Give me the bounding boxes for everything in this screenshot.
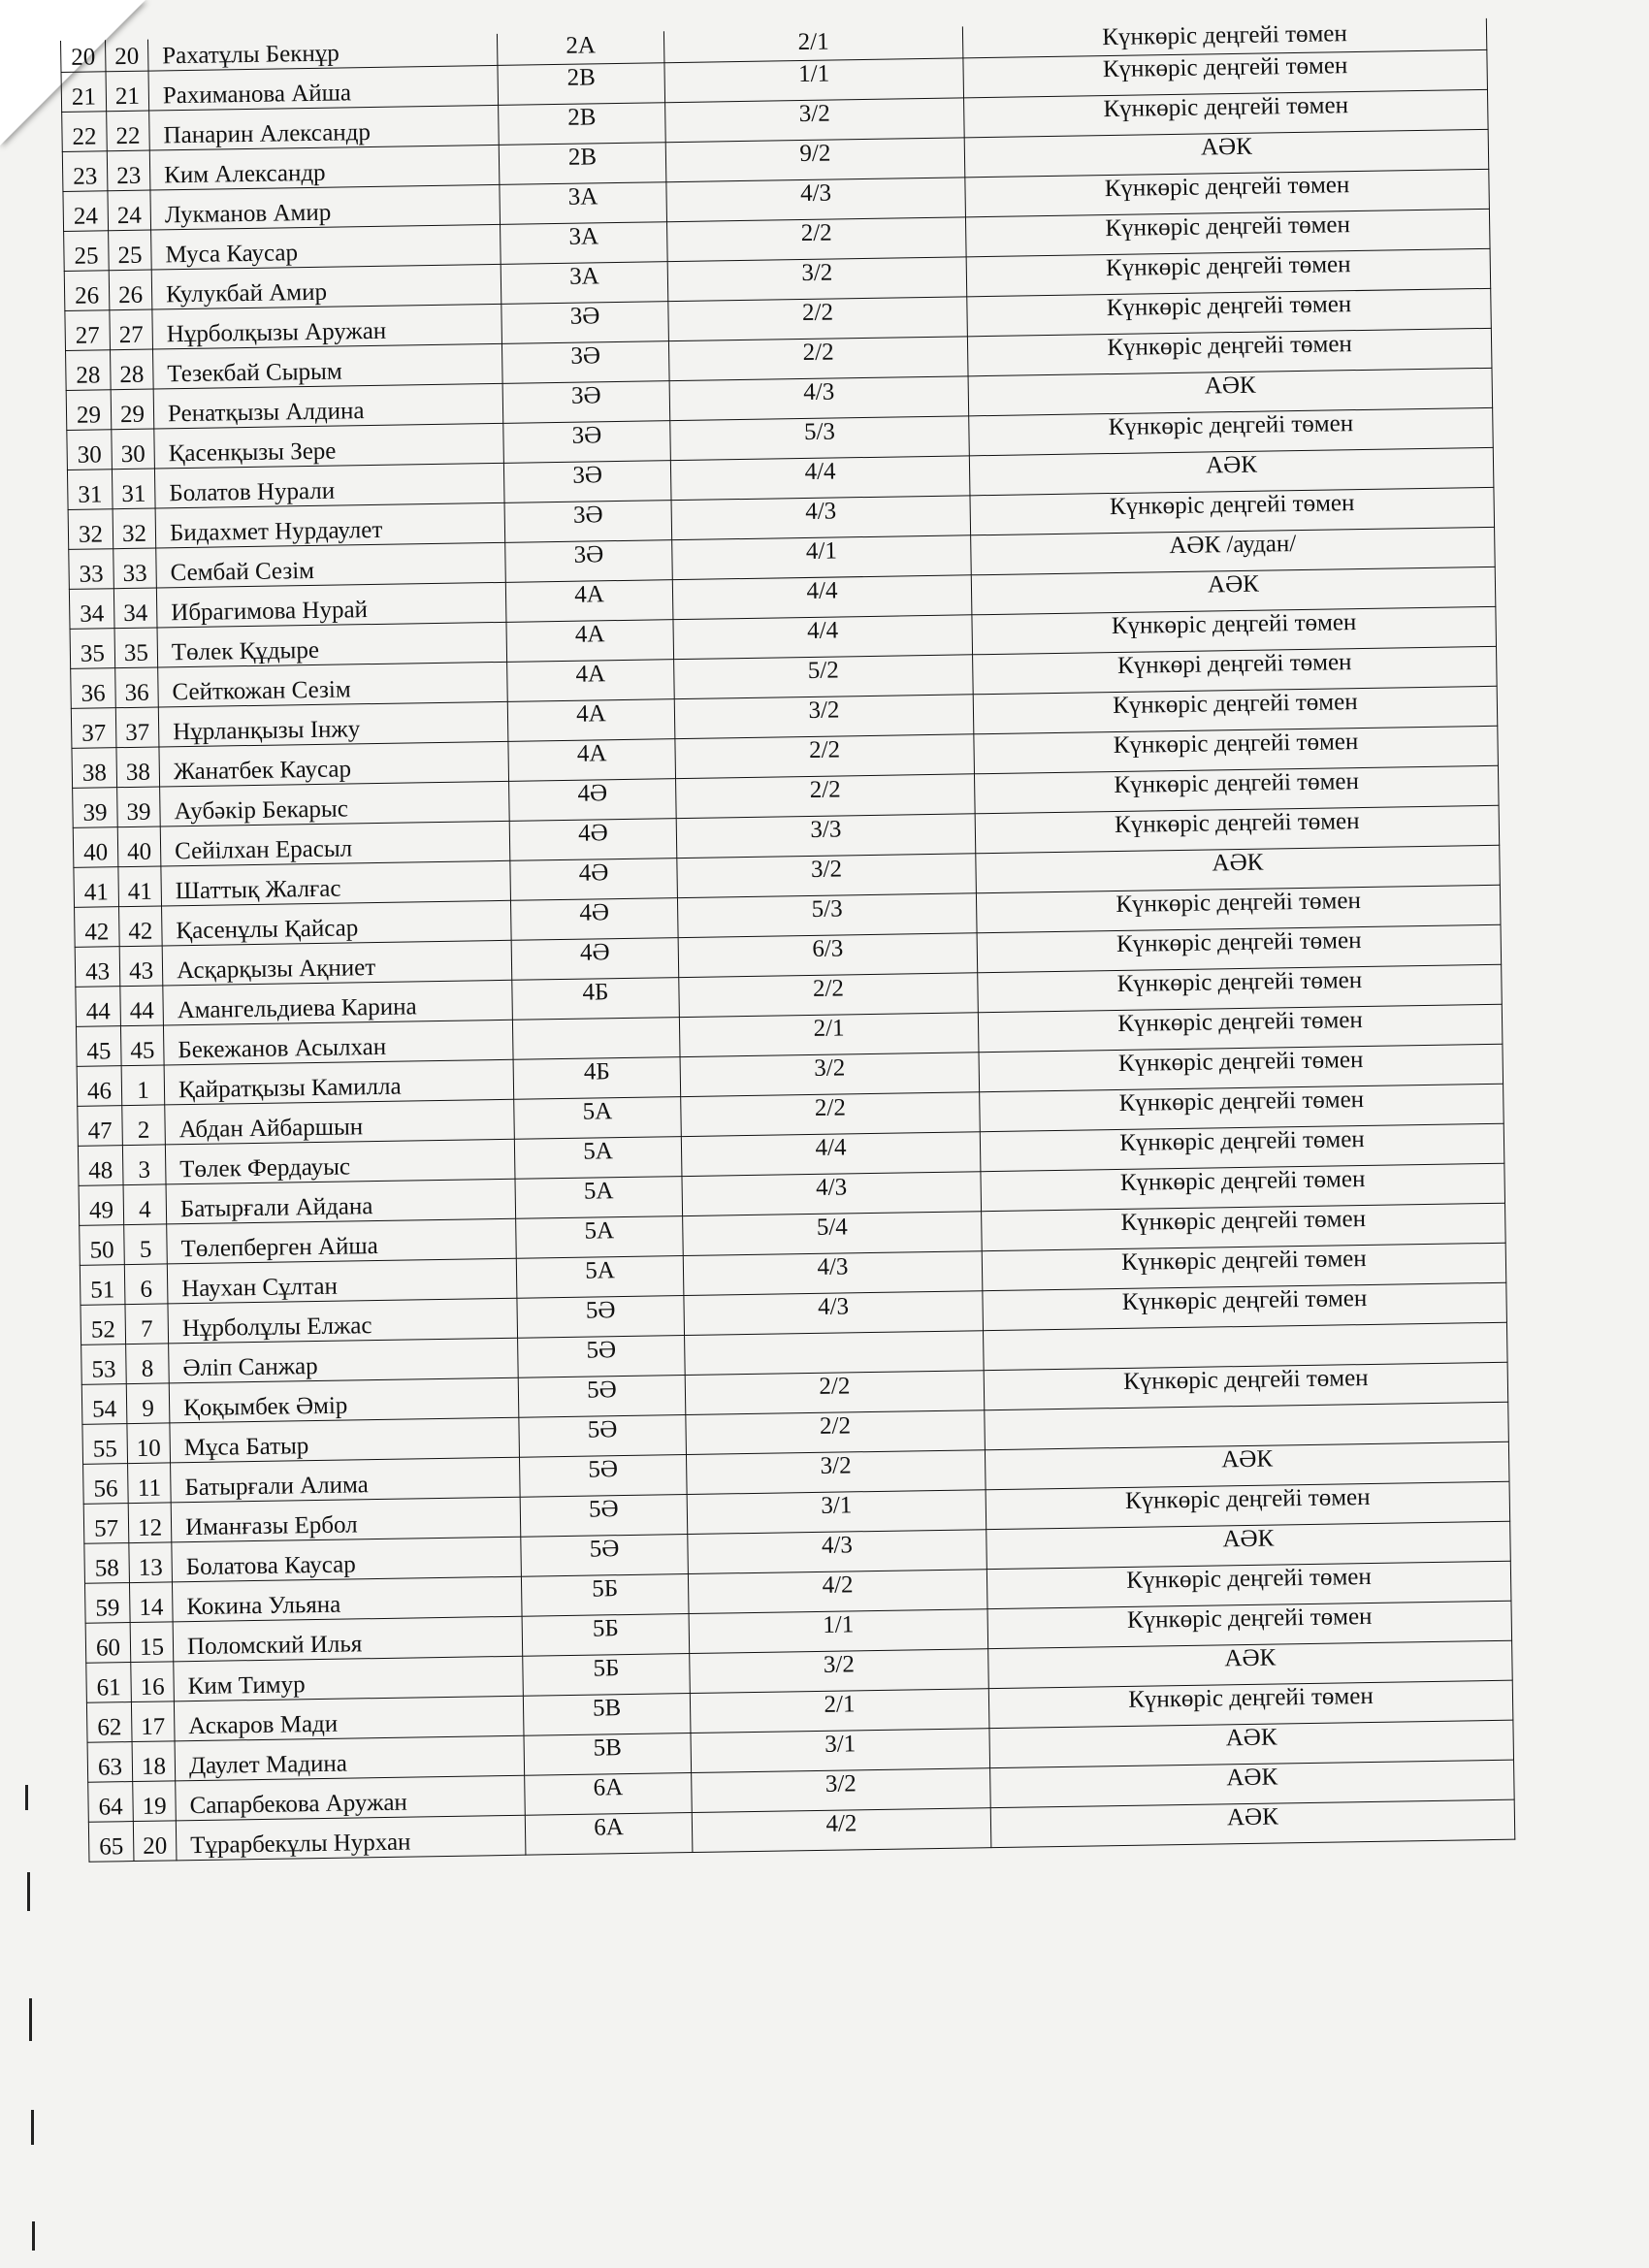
row-index: 27 — [65, 310, 111, 351]
row-index: 39 — [73, 788, 118, 828]
status: Күнкөріс деңгейі төмен — [977, 924, 1502, 972]
class-grade: 3Ә — [501, 341, 669, 384]
row-number: 7 — [125, 1304, 169, 1345]
family-ratio: 6/3 — [678, 933, 978, 978]
student-name: Рахиманова Айша — [148, 65, 499, 111]
class-grade: 3Ә — [505, 540, 673, 583]
class-grade: 4А — [507, 660, 675, 702]
scan-margin-mark — [29, 1998, 32, 2041]
family-ratio: 3/3 — [676, 814, 976, 859]
student-name: Қасенқызы Зере — [154, 423, 504, 469]
family-ratio: 5/4 — [683, 1212, 983, 1256]
row-number: 3 — [122, 1145, 166, 1185]
class-grade: 4Ә — [510, 859, 678, 901]
class-grade: 5Ә — [518, 1376, 686, 1418]
row-index: 34 — [69, 589, 114, 630]
family-ratio: 2/2 — [675, 734, 975, 779]
student-name: Мұса Батыр — [170, 1417, 520, 1463]
class-grade: 2В — [498, 63, 665, 106]
status: Күнкөріс деңгейі төмен — [965, 209, 1490, 256]
status: Күнкөріс деңгейі төмен — [988, 1680, 1513, 1728]
row-index: 25 — [64, 231, 110, 272]
student-name: Ибрагимова Нурай — [156, 582, 506, 628]
status: Күнкөріс деңгейі төмен — [969, 407, 1494, 455]
row-number: 9 — [126, 1383, 170, 1424]
student-name: Аубәкір Бекарыс — [160, 781, 510, 826]
class-grade: 2А — [497, 31, 663, 65]
row-index: 32 — [68, 509, 113, 550]
class-grade: 5Ә — [517, 1296, 685, 1339]
row-number: 20 — [105, 40, 148, 72]
student-name: Бекежанов Асылхан — [163, 1020, 513, 1065]
student-name: Ренатқызы Алдина — [153, 383, 503, 429]
class-grade: 4Ә — [509, 819, 677, 861]
student-name: Қоқымбек Әмір — [169, 1377, 519, 1423]
student-name: Болатов Нурали — [154, 463, 504, 508]
row-index: 33 — [69, 549, 114, 590]
family-ratio: 3/2 — [674, 695, 974, 739]
class-grade: 3Ә — [502, 381, 670, 424]
row-index: 56 — [83, 1464, 129, 1505]
family-ratio: 4/3 — [669, 376, 969, 421]
family-ratio: 3/2 — [686, 1450, 986, 1495]
row-number: 43 — [119, 946, 163, 987]
family-ratio: 1/1 — [664, 58, 964, 103]
status: Күнкөріс деңгейі төмен — [987, 1601, 1512, 1648]
scan-margin-mark — [27, 1872, 30, 1911]
status: Күнкөріс деңгейі төмен — [962, 18, 1486, 58]
student-name: Аскаров Мади — [174, 1696, 524, 1741]
class-grade: 4А — [508, 739, 676, 782]
status: Күнкөріс деңгейі төмен — [978, 964, 1503, 1012]
row-index: 28 — [66, 350, 112, 391]
class-grade: 5Б — [521, 1574, 689, 1617]
student-name: Ким Тимур — [174, 1656, 524, 1701]
family-ratio: 2/1 — [690, 1689, 989, 1733]
class-grade: 5В — [524, 1733, 692, 1776]
family-ratio: 3/1 — [691, 1729, 990, 1773]
student-name: Қасенұлы Қайсар — [162, 900, 512, 946]
family-ratio: 4/4 — [670, 456, 970, 501]
row-number: 30 — [112, 429, 155, 470]
row-index: 21 — [61, 72, 107, 113]
student-name: Асқарқызы Ақниет — [162, 940, 512, 986]
row-index: 29 — [66, 390, 112, 431]
row-index: 26 — [64, 271, 110, 311]
class-grade: 5А — [516, 1256, 684, 1299]
class-grade: 4Ә — [509, 779, 677, 822]
status: Күнкөріс деңгейі төмен — [965, 169, 1490, 216]
family-ratio: 3/2 — [690, 1649, 989, 1694]
row-number: 37 — [115, 707, 159, 748]
class-grade: 3Ә — [503, 461, 671, 503]
class-grade: 5Б — [523, 1654, 691, 1697]
class-grade: 5Ә — [519, 1415, 687, 1458]
class-grade: 4Б — [512, 978, 680, 1021]
family-ratio: 4/3 — [683, 1251, 983, 1296]
status: АӘК — [969, 447, 1494, 495]
row-index: 41 — [74, 867, 119, 908]
family-ratio: 4/3 — [684, 1291, 984, 1336]
status: АӘК — [989, 1720, 1514, 1767]
row-index: 42 — [75, 907, 120, 948]
class-grade: 4А — [505, 580, 673, 623]
student-name: Сейілхан Ерасыл — [160, 821, 510, 866]
row-index: 53 — [81, 1345, 127, 1385]
class-grade: 5Ә — [519, 1455, 687, 1498]
row-number: 31 — [112, 469, 155, 509]
student-name: Поломский Илья — [173, 1616, 523, 1662]
student-name: Төлек Фердауыс — [165, 1139, 515, 1184]
student-name: Болатова Каусар — [172, 1537, 522, 1582]
student-name: Жанатбек Каусар — [159, 741, 509, 787]
status: Күнкөріс деңгейі төмен — [986, 1561, 1511, 1608]
class-grade: 6А — [525, 1773, 693, 1816]
student-name: Ким Александр — [149, 145, 500, 190]
family-ratio: 2/2 — [668, 297, 968, 341]
student-name: Төлепберген Айша — [167, 1218, 517, 1264]
class-grade: 2В — [499, 143, 666, 185]
class-grade: 3А — [501, 262, 668, 305]
row-number: 32 — [113, 508, 156, 549]
status: Күнкөріс деңгейі төмен — [963, 49, 1488, 97]
row-number: 20 — [133, 1821, 177, 1862]
status: Күнкөріс деңгейі төмен — [984, 1362, 1508, 1409]
row-number: 5 — [124, 1224, 168, 1265]
row-number: 33 — [113, 548, 157, 589]
student-name: Төлек Құдыре — [157, 622, 507, 667]
row-number: 8 — [126, 1344, 170, 1384]
row-index: 44 — [76, 987, 121, 1027]
status: Күнкөріс деңгейі төмен — [967, 328, 1492, 375]
row-index: 31 — [67, 470, 113, 510]
status: Күнкөріс деңгейі төмен — [976, 885, 1501, 932]
row-number: 1 — [121, 1065, 165, 1106]
row-index: 46 — [77, 1066, 122, 1107]
row-number: 17 — [131, 1701, 175, 1742]
class-grade: 5А — [514, 1097, 682, 1140]
status: АӘК — [985, 1442, 1509, 1489]
student-name: Амангельдиева Карина — [163, 980, 513, 1025]
status: АӘК — [964, 129, 1489, 177]
status: Күнкөріс деңгейі төмен — [979, 1044, 1504, 1091]
row-number: 25 — [109, 230, 152, 271]
status: АӘК — [971, 567, 1496, 614]
family-ratio: 3/1 — [687, 1490, 986, 1535]
student-name: Нұрланқызы Інжу — [158, 701, 508, 747]
family-ratio: 4/4 — [672, 575, 972, 620]
row-number: 12 — [128, 1503, 172, 1543]
class-grade: 4А — [507, 699, 675, 742]
status: Күнкөріс деңгейі төмен — [981, 1163, 1505, 1211]
student-name: Батырғали Айдана — [166, 1179, 516, 1224]
student-name: Иманғазы Ербол — [171, 1497, 521, 1542]
row-index: 50 — [80, 1225, 125, 1266]
row-index: 48 — [78, 1146, 123, 1186]
family-ratio: 3/2 — [677, 854, 977, 898]
class-grade: 5Ә — [520, 1495, 688, 1538]
class-grade: 5Б — [522, 1614, 690, 1657]
row-index: 52 — [81, 1305, 126, 1345]
status: Күнкөріс деңгейі төмен — [978, 1004, 1503, 1052]
row-index: 58 — [84, 1543, 130, 1584]
family-ratio: 5/3 — [670, 416, 970, 461]
student-name: Лукманов Амир — [150, 184, 501, 230]
row-number: 27 — [110, 309, 153, 350]
class-grade: 4Ә — [511, 938, 679, 981]
row-number: 35 — [114, 628, 158, 668]
row-number: 40 — [117, 826, 161, 867]
row-index: 40 — [73, 827, 118, 868]
student-name: Әліп Санжар — [169, 1338, 519, 1383]
row-number: 34 — [113, 588, 157, 629]
row-number: 13 — [129, 1542, 173, 1583]
class-grade: 5Ә — [521, 1535, 689, 1577]
family-ratio: 4/2 — [692, 1808, 991, 1853]
student-name: Нұрболқызы Аружан — [152, 304, 502, 349]
class-grade: 3Ә — [504, 501, 672, 543]
status: Күнкөріс деңгейі төмен — [980, 1084, 1504, 1131]
scan-margin-mark — [25, 1785, 28, 1810]
student-name: Абдан Айбаршын — [165, 1099, 515, 1145]
family-ratio: 2/2 — [667, 217, 967, 262]
status: Күнкөріс деңгейі төмен — [972, 606, 1497, 654]
row-number: 45 — [120, 1025, 164, 1066]
student-name: Бидахмет Нурдаулет — [155, 502, 505, 548]
status: Күнкөріс деңгейі төмен — [967, 288, 1492, 336]
student-name: Тұрарбекұлы Нурхан — [176, 1815, 526, 1861]
class-grade: 5А — [515, 1177, 683, 1219]
student-name: Кокина Ульяна — [172, 1576, 522, 1622]
row-index: 37 — [71, 708, 116, 749]
row-index: 47 — [78, 1106, 123, 1147]
row-number: 16 — [131, 1662, 175, 1702]
student-list-table — [60, 18, 1515, 1863]
family-ratio: 4/3 — [688, 1530, 987, 1574]
family-ratio: 5/3 — [677, 893, 977, 938]
row-index: 38 — [72, 748, 117, 789]
row-index: 35 — [70, 629, 115, 669]
row-index: 51 — [80, 1265, 125, 1306]
row-number: 41 — [118, 866, 162, 907]
student-name: Рахатұлы Бекнұр — [147, 34, 497, 71]
scan-margin-mark — [31, 2110, 34, 2145]
row-index: 59 — [84, 1583, 130, 1624]
family-ratio: 4/1 — [672, 535, 972, 580]
family-ratio: 2/2 — [676, 774, 976, 819]
family-ratio — [685, 1331, 985, 1376]
family-ratio: 4/3 — [671, 496, 971, 540]
row-number: 11 — [128, 1463, 172, 1504]
family-ratio: 3/2 — [680, 1053, 980, 1097]
class-grade: 3Ә — [503, 421, 671, 464]
status: Күнкөріс деңгейі төмен — [964, 89, 1489, 137]
status: АӘК — [990, 1760, 1515, 1807]
status: Күнкөріс деңгейі төмен — [970, 487, 1495, 535]
class-grade: 6А — [525, 1812, 693, 1855]
family-ratio: 2/2 — [686, 1410, 986, 1455]
row-number: 6 — [124, 1264, 168, 1305]
family-ratio: 2/2 — [668, 337, 968, 381]
row-number: 10 — [127, 1423, 171, 1464]
row-index: 63 — [87, 1742, 133, 1783]
student-name: Тезекбай Сырым — [153, 343, 503, 389]
family-ratio: 4/3 — [666, 178, 966, 222]
family-ratio: 2/2 — [685, 1371, 985, 1415]
family-ratio: 3/2 — [667, 257, 967, 302]
status: АӘК /аудан/ — [971, 527, 1496, 574]
status: Күнкөріс деңгейі төмен — [982, 1243, 1506, 1290]
row-number: 29 — [111, 389, 154, 430]
row-index: 43 — [75, 947, 120, 988]
status: Күнкөріс деңгейі төмен — [986, 1481, 1510, 1529]
row-number: 42 — [119, 906, 163, 947]
student-name: Сапарбекова Аружан — [176, 1775, 526, 1821]
family-ratio: 9/2 — [665, 138, 965, 182]
student-name: Наухан Сұлтан — [167, 1258, 517, 1304]
student-name: Батырғали Алима — [171, 1457, 521, 1503]
student-name: Кулукбай Амир — [151, 264, 501, 309]
row-index: 55 — [82, 1424, 128, 1465]
row-number: 26 — [109, 270, 152, 310]
family-ratio: 3/2 — [692, 1768, 991, 1813]
class-grade: 2В — [499, 103, 666, 146]
student-name: Сембай Сезім — [156, 542, 506, 588]
class-grade: 3А — [500, 182, 667, 225]
row-number: 28 — [111, 349, 154, 390]
row-index: 54 — [81, 1384, 127, 1425]
row-index: 45 — [76, 1026, 121, 1067]
row-number: 15 — [130, 1622, 174, 1663]
family-ratio: 1/1 — [689, 1609, 988, 1654]
status: Күнкөріс деңгейі төмен — [983, 1282, 1507, 1330]
status: Күнкөріс деңгейі төмен — [982, 1203, 1506, 1250]
student-name: Панарин Александр — [149, 105, 500, 150]
family-ratio: 4/2 — [688, 1570, 987, 1614]
status: Күнкөрі деңгейі төмен — [973, 646, 1498, 694]
student-name: Даулет Мадина — [175, 1735, 525, 1781]
student-name: Шаттық Жалғас — [161, 860, 511, 906]
student-name: Нұрболұлы Елжас — [168, 1298, 518, 1344]
row-index: 61 — [86, 1663, 132, 1703]
status: АӘК — [988, 1640, 1513, 1688]
row-index: 60 — [85, 1623, 131, 1664]
row-number: 4 — [123, 1184, 167, 1225]
family-ratio: 2/1 — [679, 1013, 979, 1057]
row-index: 36 — [71, 668, 116, 709]
row-index: 20 — [60, 40, 106, 72]
row-index: 62 — [86, 1702, 132, 1743]
status: АӘК — [968, 368, 1493, 415]
student-name: Қайратқызы Камилла — [164, 1059, 514, 1105]
row-number: 36 — [115, 667, 159, 708]
row-index: 22 — [62, 112, 108, 152]
status: Күнкөріс деңгейі төмен — [974, 765, 1499, 813]
row-number: 38 — [116, 747, 160, 788]
row-number: 18 — [132, 1741, 176, 1782]
scan-margin-mark — [32, 2221, 35, 2251]
status: АӘК — [986, 1521, 1511, 1569]
row-index: 64 — [88, 1782, 134, 1823]
row-index: 24 — [63, 191, 109, 232]
status: Күнкөріс деңгейі төмен — [973, 686, 1498, 733]
student-name: Сейткожан Сезім — [158, 662, 508, 707]
class-grade: 5Ә — [518, 1336, 686, 1378]
row-number: 23 — [107, 150, 150, 191]
class-grade: 4Б — [513, 1057, 681, 1100]
family-ratio: 4/3 — [682, 1172, 982, 1216]
row-number: 22 — [107, 111, 150, 151]
family-ratio: 2/1 — [663, 26, 962, 62]
status: АӘК — [976, 845, 1501, 892]
row-number: 21 — [106, 71, 149, 112]
class-grade: 5А — [516, 1216, 684, 1259]
class-grade — [512, 1018, 680, 1060]
status: Күнкөріс деңгейі төмен — [974, 726, 1499, 773]
row-number: 2 — [122, 1105, 166, 1146]
status: Күнкөріс деңгейі төмен — [975, 805, 1500, 853]
row-number: 14 — [129, 1582, 173, 1623]
row-index: 65 — [88, 1822, 134, 1863]
family-ratio: 4/4 — [673, 615, 973, 660]
class-grade: 4А — [506, 620, 674, 663]
row-index: 23 — [62, 151, 108, 192]
row-number: 44 — [120, 986, 164, 1026]
row-number: 39 — [117, 787, 161, 827]
status: АӘК — [990, 1799, 1515, 1847]
class-grade: 4Ә — [510, 898, 678, 941]
row-number: 19 — [133, 1781, 177, 1822]
family-ratio: 2/2 — [679, 973, 979, 1018]
table-body — [60, 18, 1514, 1862]
class-grade: 3А — [501, 222, 668, 265]
class-grade: 5В — [523, 1694, 691, 1736]
family-ratio: 3/2 — [665, 98, 965, 143]
family-ratio: 5/2 — [674, 655, 974, 699]
row-index: 57 — [83, 1504, 129, 1544]
row-index: 49 — [79, 1185, 124, 1226]
class-grade: 5А — [514, 1137, 682, 1180]
class-grade: 3Ә — [501, 302, 669, 344]
family-ratio: 4/4 — [681, 1132, 981, 1177]
family-ratio: 2/2 — [681, 1092, 981, 1137]
status: Күнкөріс деңгейі төмен — [966, 248, 1491, 296]
status: Күнкөріс деңгейі төмен — [980, 1123, 1504, 1171]
student-name: Муса Каусар — [151, 224, 501, 270]
row-number: 24 — [108, 190, 151, 231]
row-index: 30 — [67, 430, 113, 470]
